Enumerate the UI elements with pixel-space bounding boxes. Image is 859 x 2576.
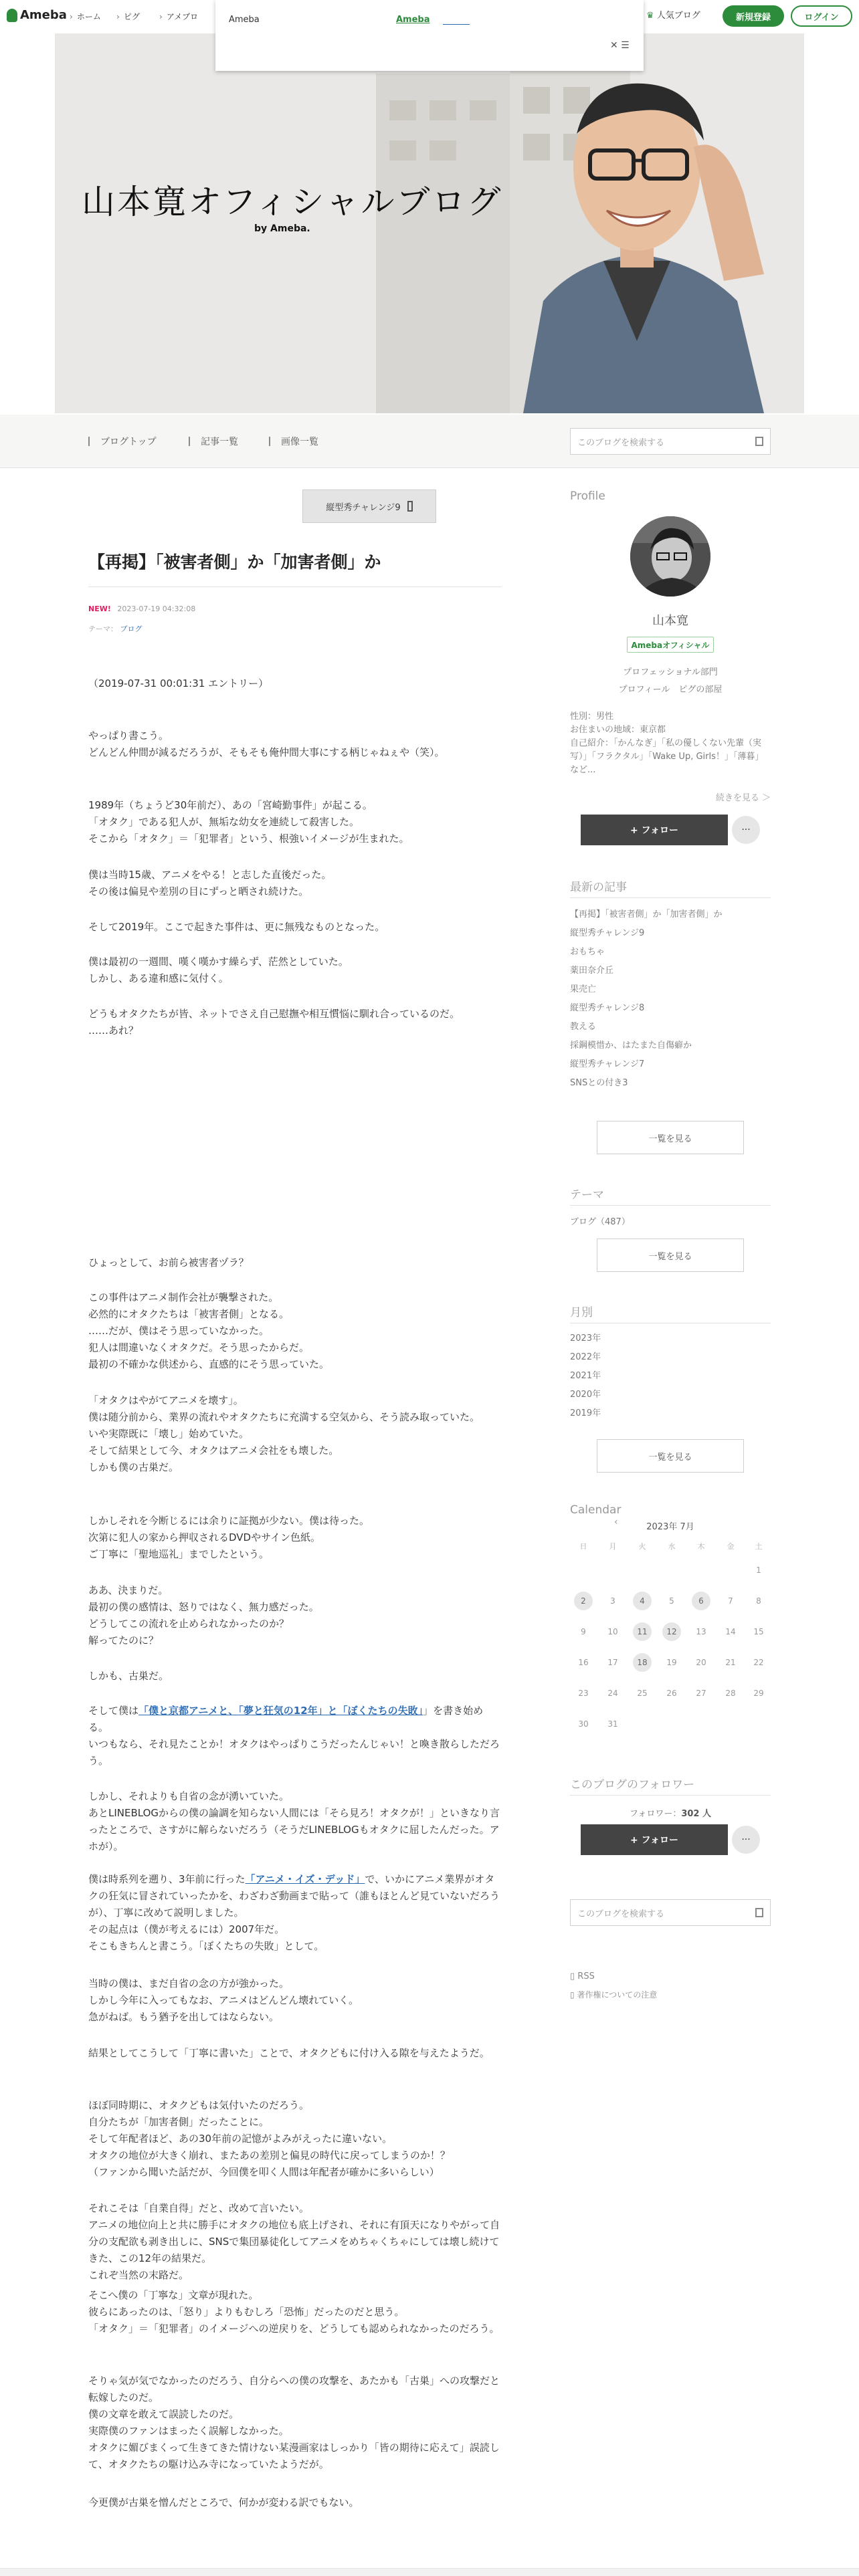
calendar-day[interactable]: 12 [662, 1622, 681, 1641]
p16-suffix: で、いかにアニメ業界がオタクの狂気に冒されていったかを、わざわざ動画まで貼って（誰もほとんど見ていないだろうが）、丁寧に改めて説明しました。 その起点は（僕が考えるには）2007年だ。 そこもきちんと書こう。「ぼくたちの失敗」として。 [88, 1873, 500, 1952]
calendar-day: 26 [666, 1689, 677, 1698]
theme-label: テーマ： [88, 625, 118, 633]
copyright-label: 著作権についての注意 [577, 1990, 658, 2000]
prev-article-label: 縦型秀チャレンジ9 [326, 502, 401, 513]
nav-article-list-label: 記事一覧 [201, 437, 238, 447]
search-icon[interactable] [755, 437, 763, 446]
profile-heading: Profile [570, 490, 605, 503]
calendar-weekday: 日 [579, 1542, 587, 1551]
calendar-day[interactable]: 18 [633, 1653, 652, 1672]
article-paragraph: そして2019年。ここで起きた事件は、更に無残なものとなった。 [88, 921, 385, 933]
calendar-day: 5 [669, 1596, 674, 1606]
list-icon [189, 437, 195, 446]
calendar-day: 16 [578, 1658, 589, 1667]
author-name[interactable]: 山本寛 [652, 614, 688, 628]
article-paragraph: そりゃ気が気でなかったのだろう、自分らへの僕の攻撃を、あたかも「古巣」への攻撃だと転嫁したのだ。 僕の文章を敢えて誤読したのだ。 実際僕のファンはまったく誤解しなかった。 オタクに媚びまくって生きてきた情けない某漫画家はしっかり「皆の期待に応えて」誤読して、オタクたちの駆け込み寺になっていたようだが。 [88, 2375, 500, 2470]
more-options-button-bottom[interactable]: ··· [732, 1826, 760, 1854]
image-icon [269, 437, 276, 446]
blog-search-input[interactable] [570, 428, 771, 455]
recent-articles-heading: 最新の記事 [570, 881, 627, 894]
article-paragraph: どうもオタクたちが皆、ネットでさえ自己慰撫や相互慣悩に馴れ合っているのだ。 ……あれ？ [88, 1008, 460, 1037]
calendar-title: 2023年 7月 [646, 1522, 694, 1532]
by-ameba-label: by Ameba. [254, 223, 310, 234]
article-paragraph: この事件はアニメ制作会社が襲撃された。 必然的にオタクたちは「被害者側」となる。 ……だが、僕はそう思っていなかった。 犯人は間違いなくオタクだ。そう思ったからだ。 最初の不確かな供述から、直感的にそう思っていた。 [88, 1291, 330, 1370]
article-paragraph: ああ、決まりだ。 最初の僕の感情は、怒りではなく、無力感だった。 どうしてこの流れを止められなかったのか？ 解ってたのに？ [88, 1584, 319, 1646]
recent-article-link[interactable]: 薬田奈介丘 [570, 966, 614, 976]
month-link[interactable]: 2021年 [570, 1371, 601, 1381]
nav-blog-top-label: ブログトップ [100, 437, 157, 447]
info-icon: ▯ [570, 1990, 575, 2000]
calendar-day: 1 [756, 1566, 761, 1575]
calendar-day: 22 [753, 1658, 764, 1667]
nav-image-list-label: 画像一覧 [281, 437, 318, 447]
blog-navbar [0, 415, 859, 468]
rss-link[interactable] [570, 1971, 595, 1981]
ad-underline [443, 24, 470, 25]
article-paragraph: 結果としてこうして「丁寧に書いた」ことで、オタクどもに付け入る隙を与えたようだ。 [88, 2047, 490, 2059]
calendar-day[interactable]: 11 [633, 1622, 652, 1641]
popular-blog-label: 人気ブログ [656, 11, 700, 21]
calendar-day: 7 [728, 1596, 733, 1606]
follow-button[interactable]: + フォロー [581, 815, 728, 845]
calendar-weekday: 木 [697, 1542, 705, 1551]
article-paragraph-with-link [88, 1871, 502, 1955]
nav-link-home[interactable]: › ホーム [70, 11, 101, 22]
theme-heading: テーマ [570, 1188, 604, 1202]
calendar-day: 31 [607, 1719, 618, 1729]
nav-article-list[interactable] [189, 435, 238, 448]
section-divider [570, 1795, 771, 1796]
author-portrait [483, 60, 804, 413]
article-paragraph-with-link [88, 1703, 502, 1736]
article-paragraph: そこへ僕の「丁寧な」文章が現れた。 彼らにあったのは、「怒り」よりもむしろ「恐怖」だったのだと思う。 「オタク」＝「犯罪者」のイメージへの逆戻りを、どうしても認められなかったのだろう。 [88, 2289, 500, 2335]
nav-blog-top[interactable] [88, 435, 157, 448]
profile-category: プロフェッショナル部門 [623, 667, 718, 677]
nav-link-pigg[interactable]: › ピグ [116, 11, 140, 22]
section-divider [570, 897, 771, 898]
recent-article-link[interactable]: SNSとの付き3 [570, 1078, 628, 1088]
article-paragraph: 今更僕が古巣を憎んだところで、何かが変わる訳でもない。 [88, 2496, 359, 2508]
section-divider [570, 1205, 771, 1206]
article-meta [88, 605, 195, 613]
monthly-view-all-button[interactable]: 一覧を見る [597, 1439, 744, 1473]
recent-article-link[interactable]: 採鋼模惜か、はたまた自傷癖か [570, 1041, 692, 1051]
calendar-day[interactable]: 4 [633, 1592, 652, 1610]
profile-intro: 自己紹介：「かんなぎ」「私の優しくない先輩（実写）」「フラクタル」「Wake Up, Girls！」「薄暮」など... [570, 738, 764, 775]
article-paragraph: 「オタクはやがてアニメを壊す」。 僕は随分前から、業界の流れやオタクたちに充満する空気から、そう読み取っていた。 いや実際既に「壊し」始めていた。 そして結果として今、オタクはアニメ会社をも壊した。 しかも僕の古巣だ。 [88, 1394, 480, 1473]
article-paragraph: しかし、それよりも自省の念が湧いていた。 あとLINEBLOGからの僕の論調を知らない人間には「そら見ろ！オタクが！」といきなり言ったところで、さすがに解らないだろう（そうだLINEBLOGもオタクに屈したんだった。アホが）。 [88, 1790, 500, 1852]
theme-link[interactable]: ブログ [120, 625, 142, 633]
monthly-heading: 月別 [570, 1306, 593, 1319]
more-options-button[interactable]: ··· [732, 816, 760, 844]
read-more-link[interactable]: 続きを見る ＞ [715, 793, 771, 803]
article-title[interactable]: 【再掲】「被害者側」か「加害者側」か [88, 552, 381, 572]
calendar-day[interactable]: 2 [574, 1592, 593, 1610]
article-paragraph: ひょっとして、お前ら被害者ヅラ？ [88, 1257, 249, 1269]
ameba-logo[interactable] [7, 8, 67, 22]
copyright-notice-link[interactable] [570, 1989, 657, 2000]
p13-prefix: そして僕は [88, 1705, 139, 1717]
follow-button-bottom[interactable]: + フォロー [581, 1824, 728, 1855]
calendar-day: 28 [725, 1689, 736, 1698]
recent-article-link[interactable]: 教える [570, 1022, 597, 1032]
recent-view-all-button[interactable]: 一覧を見る [597, 1121, 744, 1154]
calendar-day: 14 [725, 1627, 736, 1636]
calendar-day: 9 [581, 1627, 586, 1636]
author-avatar[interactable] [630, 516, 710, 597]
article-date: 2023-07-19 04:32:08 [117, 605, 196, 613]
recent-article-link[interactable]: 果売亡 [570, 984, 597, 994]
calendar-day: 10 [607, 1627, 618, 1636]
recent-article-link[interactable]: 縦型秀チャレンジ7 [570, 1059, 645, 1069]
nav-link-ameblo[interactable]: › アメブロ [159, 11, 198, 22]
chevron-right-icon [407, 501, 413, 512]
followers-heading: このブログのフォロワー [570, 1778, 695, 1792]
article-paragraph: 当時の僕は、まだ自省の念の方が強かった。 しかし今年に入ってもなお、アニメはどんどん壊れていく。 急がねば。もう猶予を出してはならない。 [88, 1977, 359, 2023]
calendar-day: 19 [666, 1658, 677, 1667]
rss-label: RSS [577, 1971, 595, 1981]
month-link[interactable]: 2019年 [570, 1408, 601, 1418]
calendar-weekday: 月 [609, 1542, 617, 1551]
calendar-day: 8 [756, 1596, 761, 1606]
ad-banner[interactable] [215, 0, 644, 71]
article-inline-link[interactable]: 「アニメ・イズ・デッド」 [245, 1873, 365, 1885]
month-link[interactable]: 2020年 [570, 1390, 601, 1400]
calendar-day: 3 [610, 1596, 615, 1606]
title-divider [88, 586, 502, 587]
calendar-day: 30 [578, 1719, 589, 1729]
calendar-day: 29 [753, 1689, 764, 1698]
avatar-portrait [630, 516, 710, 597]
article-paragraph: 僕は最初の一週間、嘆く嘆かす繰らず、茫然としていた。 しかし、ある違和感に気付く。 [88, 956, 349, 984]
month-link[interactable]: 2023年 [570, 1333, 601, 1344]
article-paragraph: 1989年（ちょうど30年前だ）、あの「宮崎勤事件」が起こる。 「オタク」である犯人が、無垢な幼女を連続して殺害した。 そこから「オタク」＝「犯罪者」という、根強いイメージが生まれた。 [88, 799, 409, 845]
blog-search-placeholder: このブログを検索する [577, 437, 665, 448]
recent-article-link[interactable]: 縦型秀チャレンジ9 [570, 928, 645, 938]
calendar-day: 24 [607, 1689, 618, 1698]
theme-list-item[interactable]: ブログ（487） [570, 1217, 630, 1227]
article-paragraph: しかも、古巣だ。 [88, 1670, 169, 1682]
search-icon[interactable] [755, 1908, 763, 1917]
calendar-day[interactable]: 6 [692, 1592, 710, 1610]
article-paragraph: それこそは「自業自得」だと、改めて言いたい。 アニメの地位向上と共に勝手にオタクの地位も底上げされ、それに有頂天になりやがって自分の支配欲も剥き出しに、SNSで集団暴徒化してアニメをめちゃくちゃにしては壊し続けてきた、この12年の結果だ。 これぞ当然の末路だ。 [88, 2202, 500, 2281]
calendar-day: 21 [725, 1658, 736, 1667]
calendar-day: 23 [578, 1689, 589, 1698]
article-paragraph: やっぱり書こう。 どんどん仲間が減るだろうが、そもそも俺仲間大事にする柄じゃねぇや（笑）。 [88, 730, 445, 758]
calendar-day: 25 [637, 1689, 648, 1698]
recent-article-link[interactable]: 【再掲】「被害者側」か「加害者側」か [570, 909, 723, 920]
follower-count [570, 1806, 771, 1819]
calendar-day: 17 [607, 1658, 618, 1667]
article-paragraph: いつもなら、それ見たことか！オタクはやっぱりこうだったんじゃい！と喚き散らしただろう。 [88, 1738, 500, 1767]
rss-icon: ▯ [570, 1971, 575, 1981]
profile-gender: 性別：男性 [570, 712, 614, 722]
home-icon [88, 437, 95, 446]
sidebar-search-input[interactable] [570, 1899, 771, 1926]
crown-icon: ♛ [646, 11, 654, 21]
follower-count-label: フォロワー： [629, 1809, 682, 1819]
calendar-weekday: 土 [755, 1542, 763, 1551]
ameba-frog-icon [7, 9, 17, 22]
calendar-day: 13 [696, 1627, 706, 1636]
article-paragraph: しかしそれを今断じるには余りに証拠が少ない。僕は待った。 次第に犯人の家から押収されるDVDやサイン色紙。 ご丁寧に「聖地巡礼」までしたという。 [88, 1515, 370, 1560]
popular-blog-link[interactable] [646, 8, 700, 21]
article-theme [88, 623, 142, 634]
calendar-weekday: 金 [727, 1542, 735, 1551]
blog-title: 山本寛オフィシャルブログ [82, 183, 503, 221]
ad-close-icon[interactable]: ✕ ☰ [610, 40, 630, 51]
article-paragraph: ほぼ同時期に、オタクどもは気付いたのだろう。 自分たちが「加害者側」だったことに。 そして年配者ほど、あの30年前の記憶がよみがえったに違いない。 オタクの地位が大きく崩れ、またあの差別と偏見の時代に戻ってしまうのか！？ （ファンから聞いた話だが、今回僕を叩く人間は年配者が確かに多いらしい） [88, 2099, 450, 2178]
page-footer-strip [0, 2568, 859, 2576]
new-badge: NEW! [88, 605, 111, 613]
official-badge: Amebaオフィシャル [627, 637, 714, 653]
article-inline-link[interactable]: 「僕と京都アニメと、「夢と狂気の12年」と「ぼくたちの失敗」 [138, 1705, 423, 1717]
calendar-weekday: 水 [668, 1542, 676, 1551]
nav-image-list[interactable] [269, 435, 318, 448]
month-link[interactable]: 2022年 [570, 1352, 601, 1362]
signup-button[interactable]: 新規登録 [723, 5, 784, 27]
calendar-weekday: 火 [638, 1542, 646, 1551]
embedded-media-area [88, 1057, 502, 1230]
profile-links[interactable]: プロフィール ピグの部屋 [618, 685, 723, 695]
calendar-day: 20 [696, 1658, 706, 1667]
calendar-day: 27 [696, 1689, 706, 1698]
blog-header-banner[interactable] [55, 33, 804, 413]
article-paragraph: （2019-07-31 00:01:31 エントリー） [88, 677, 269, 689]
calendar-heading: Calendar [570, 1503, 622, 1517]
recent-article-link[interactable]: おもちゃ [570, 947, 605, 957]
sidebar-search-placeholder: このブログを検索する [577, 1909, 665, 1919]
ameba-brand-text: Ameba [20, 8, 67, 22]
p13-suffix: 」を書き始める。 [88, 1705, 484, 1733]
p16-prefix: 僕は時系列を遡り、3年前に行った [88, 1873, 246, 1885]
calendar-day: 15 [753, 1627, 764, 1636]
ad-link[interactable]: Ameba [396, 15, 430, 25]
login-button[interactable]: ログイン [791, 5, 852, 27]
article-paragraph: 僕は当時15歳、アニメをやる！と志した直後だった。 その後は偏見や差別の目にずっと晒され続けた。 [88, 869, 332, 897]
follower-count-value[interactable]: 302 人 [681, 1809, 712, 1819]
calendar-prev-icon[interactable]: ‹ [614, 1517, 618, 1527]
theme-view-all-button[interactable]: 一覧を見る [597, 1239, 744, 1272]
profile-location: お住まいの地域：東京都 [570, 725, 666, 735]
recent-article-link[interactable]: 縦型秀チャレンジ8 [570, 1003, 645, 1013]
prev-article-button[interactable] [302, 490, 436, 523]
ad-label: Ameba [229, 15, 260, 25]
